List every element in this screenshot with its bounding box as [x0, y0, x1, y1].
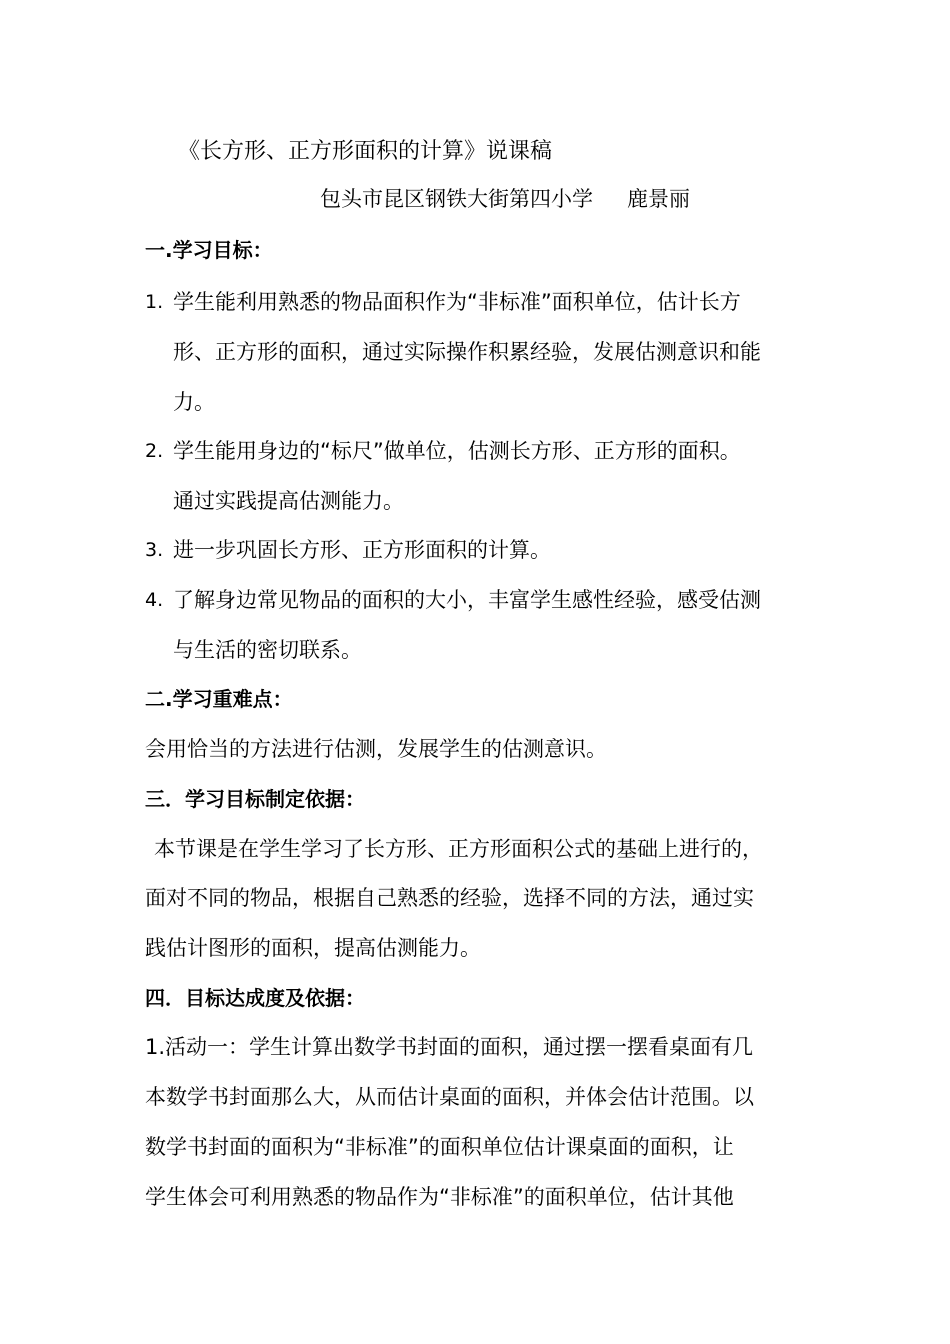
list-number: 3. [145, 539, 164, 561]
section-heading-achievement: 四．目标达成度及依据： [145, 986, 365, 1010]
paragraph-line: 践估计图形的面积，提高估测能力。 [145, 936, 481, 960]
list-item-line: 力。 [173, 390, 215, 414]
section-heading-learning-goals: 一.学习目标： [145, 238, 273, 262]
list-item-line: 形、正方形的面积，通过实际操作积累经验，发展估测意识和能 [173, 340, 761, 364]
paragraph-line: 本节课是在学生学习了长方形、正方形面积公式的基础上进行的， [154, 837, 763, 861]
author-name: 鹿景丽 [627, 187, 690, 211]
section-heading-key-points: 二.学习重难点： [145, 687, 293, 711]
paragraph-line: 1.活动一：学生计算出数学书封面的面积，通过摆一摆看桌面有几 [145, 1035, 754, 1059]
document-title: 《长方形、正方形面积的计算》说课稿 [178, 139, 553, 164]
paragraph-line: 学生体会可利用熟悉的物品作为“非标准”的面积单位，估计其他 [145, 1185, 734, 1209]
list-item-line: 学生能利用熟悉的物品面积作为“非标准”面积单位，估计长方 [173, 290, 741, 314]
list-item-line: 了解身边常见物品的面积的大小，丰富学生感性经验，感受估测 [173, 588, 761, 612]
list-item-line: 学生能用身边的“标尺”做单位，估测长方形、正方形的面积。 [173, 439, 741, 463]
list-item-line: 与生活的密切联系。 [173, 638, 362, 662]
paragraph-line: 本数学书封面那么大，从而估计桌面的面积，并体会估计范围。以 [145, 1085, 754, 1109]
list-item-line: 进一步巩固长方形、正方形面积的计算。 [173, 538, 551, 562]
author-school: 包头市昆区钢铁大街第四小学 [320, 187, 593, 211]
paragraph-line: 面对不同的物品，根据自己熟悉的经验，选择不同的方法，通过实 [145, 886, 754, 910]
list-item-line: 通过实践提高估测能力。 [173, 489, 404, 513]
section-heading-basis: 三．学习目标制定依据： [145, 787, 365, 811]
list-number: 2. [145, 440, 164, 462]
list-number: 4. [145, 589, 164, 611]
author-line [320, 185, 690, 213]
list-number: 1. [145, 291, 164, 313]
paragraph-line: 数学书封面的面积为“非标准”的面积单位估计课桌面的面积，让 [145, 1135, 734, 1159]
paragraph-line: 会用恰当的方法进行估测，发展学生的估测意识。 [145, 737, 607, 761]
